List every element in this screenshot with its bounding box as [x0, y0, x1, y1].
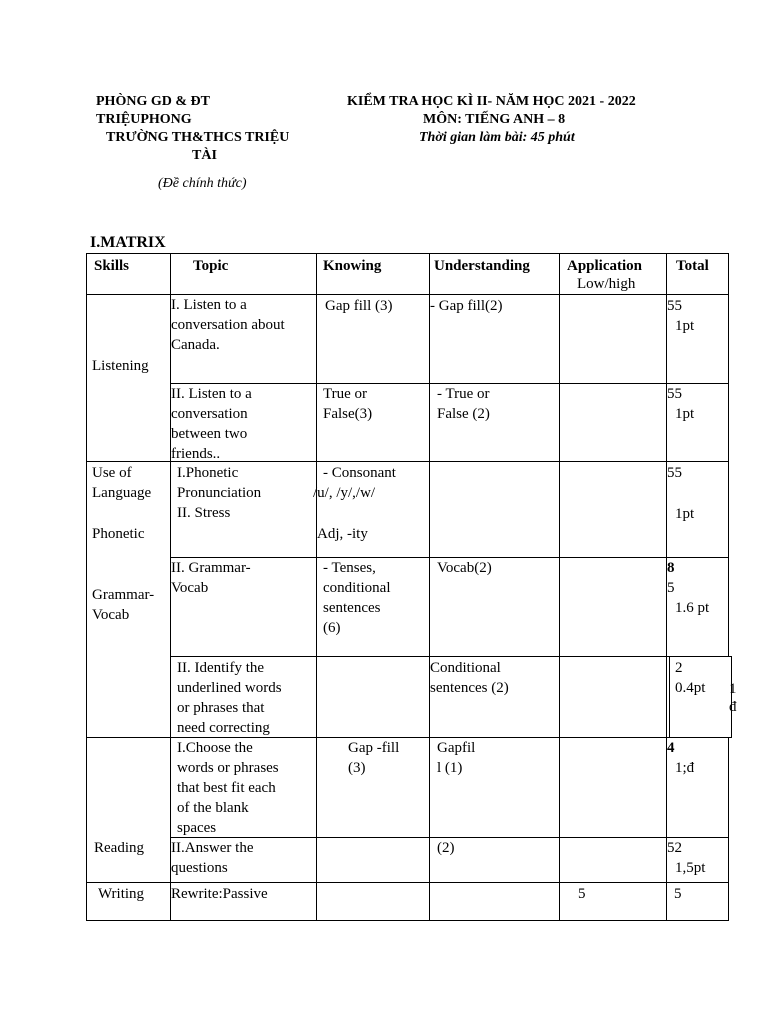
side-note: 1 đ	[729, 681, 737, 715]
table-border	[170, 656, 731, 657]
total-grammar-count-2: 5	[667, 580, 675, 596]
table-border	[86, 920, 729, 921]
total-reading-1-points: 1;đ	[675, 760, 695, 776]
exam-header	[335, 93, 675, 147]
table-border	[559, 253, 560, 921]
header-skills: Skills	[94, 258, 130, 274]
skill-reading: Reading	[94, 840, 144, 856]
skill-use-of-language: Use of Language	[92, 465, 152, 501]
knowing-grammar: - Tenses, conditional sentences (6)	[323, 560, 391, 636]
understanding-error-identification: Conditional sentences (2)	[430, 660, 509, 696]
understanding-reading-1: Gapfil l (1)	[437, 740, 476, 776]
total-reading-2-count: 52	[667, 840, 682, 856]
official-note: (Đề chính thức)	[158, 176, 247, 191]
knowing-phonetic-sounds: /u/, /y/,/w/	[313, 485, 376, 501]
table-border	[728, 737, 729, 921]
exam-subject: MÔN: TIẾNG ANH – 8	[423, 112, 566, 127]
header-total: Total	[676, 258, 709, 274]
knowing-stress: Adj, -ity	[317, 526, 368, 542]
exam-duration: Thời gian làm bài: 45 phút	[419, 130, 575, 145]
knowing-phonetic-consonant: - Consonant	[323, 465, 396, 481]
total-listening-2-points: 1pt	[675, 406, 695, 422]
understanding-listening-1: - Gap fill(2)	[430, 298, 503, 314]
knowing-reading-1: Gap -fill (3)	[348, 740, 400, 776]
total-phonetic-points: 1pt	[675, 506, 695, 522]
school-header	[96, 93, 326, 165]
total-reading-2-points: 1,5pt	[675, 860, 706, 876]
total-listening-1-points: 1pt	[675, 318, 695, 334]
topic-writing: Rewrite:Passive	[171, 886, 268, 902]
table-border	[429, 253, 430, 921]
topic-reading-1: I.Choose the words or phrases that best fit each of the blank spaces	[177, 740, 279, 836]
understanding-grammar: Vocab(2)	[437, 560, 492, 576]
header-topic: Topic	[193, 258, 229, 274]
section-title: I.MATRIX	[90, 234, 166, 251]
total-reading-1-count: 4	[667, 740, 675, 756]
table-border	[86, 882, 729, 883]
topic-error-identification: II. Identify the underlined words or phrases that need correcting	[177, 660, 282, 736]
knowing-listening-2: True or False(3)	[323, 386, 373, 422]
total-phonetic-count: 55	[667, 465, 682, 481]
topic-reading-2: II.Answer the questions	[171, 840, 254, 876]
table-border	[86, 253, 87, 921]
table-border	[86, 253, 729, 254]
district-name: TRIỆUPHONG	[96, 112, 192, 127]
skill-listening: Listening	[92, 358, 149, 374]
topic-listening-2: II. Listen to a conversation between two friends..	[171, 386, 252, 462]
header-application: Application	[567, 258, 643, 274]
total-listening-2-count: 55	[667, 386, 682, 402]
application-writing: 5	[578, 886, 586, 902]
total-error-points: 0.4pt	[675, 680, 706, 696]
total-writing: 5	[674, 886, 682, 902]
total-grammar-points: 1.6 pt	[675, 600, 710, 616]
table-border	[728, 253, 729, 657]
total-grammar-count: 8	[667, 560, 675, 576]
school-name: TRƯỜNG TH&THCS TRIỆU	[106, 130, 290, 145]
skill-grammar-vocab: Grammar- Vocab	[92, 587, 155, 623]
total-listening-1-count: 55	[667, 298, 682, 314]
header-application-sub: Low/high	[577, 276, 636, 292]
exam-title: KIỂM TRA HỌC KÌ II- NĂM HỌC 2021 - 2022	[347, 94, 636, 109]
table-border	[669, 656, 670, 738]
understanding-listening-2: - True or False (2)	[437, 386, 490, 422]
header-understanding: Understanding	[434, 258, 530, 274]
skill-writing: Writing	[98, 886, 145, 902]
understanding-reading-2: (2)	[437, 840, 455, 856]
header-knowing: Knowing	[323, 258, 382, 274]
table-border	[316, 253, 317, 921]
knowing-listening-1: Gap fill (3)	[325, 298, 393, 314]
department-name: PHÒNG GD & ĐT	[96, 94, 210, 109]
topic-listening-1: I. Listen to a conversation about Canada.	[171, 297, 285, 353]
total-error-count: 2	[675, 660, 683, 676]
topic-phonetic: I.Phonetic Pronunciation II. Stress	[177, 465, 262, 521]
topic-grammar: II. Grammar- Vocab	[171, 560, 251, 596]
skill-phonetic: Phonetic	[92, 526, 145, 542]
school-name-cont: TÀI	[192, 148, 217, 163]
